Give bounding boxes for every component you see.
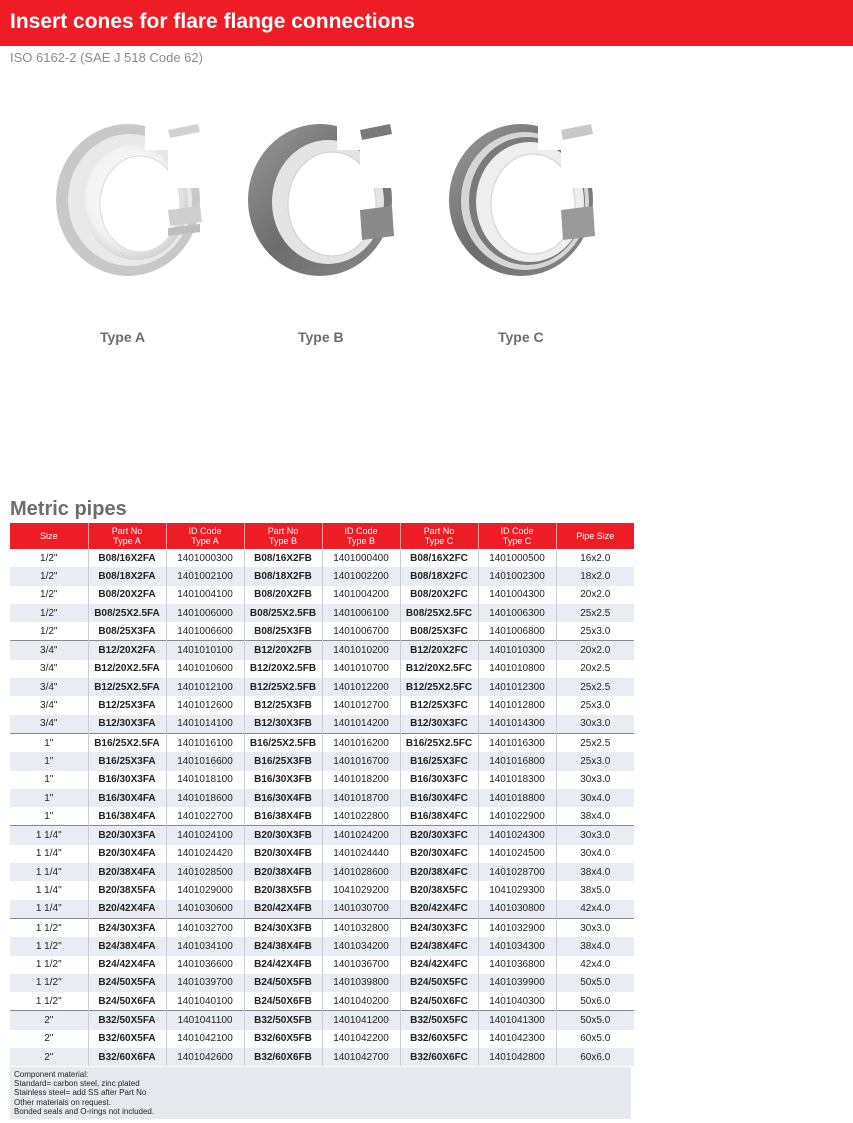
table-row [10,660,634,678]
cell-size: 3/4" [10,641,88,660]
cell-id-code-type-b: 1401039800 [322,974,400,992]
cell-part-no-type-b: B16/30X4FB [244,789,322,807]
cell-id-code-type-a: 1401030600 [166,900,244,919]
cell-part-no-type-c: B32/60X5FC [400,1030,478,1048]
cell-part-no-type-a: B08/16X2FA [88,549,166,567]
cell-part-no-type-b: B20/30X3FB [244,826,322,845]
cell-id-code-type-c: 1401036800 [478,956,556,974]
cell-pipe-size: 50x6.0 [556,992,634,1011]
cell-part-no-type-b: B08/18X2FB [244,567,322,585]
insert-cone-type-b-icon [242,110,402,280]
table-row [10,1011,634,1030]
insert-cone-type-a-icon [50,110,210,280]
cell-part-no-type-b: B20/38X5FB [244,881,322,899]
cell-id-code-type-b: 1401016200 [322,733,400,752]
cell-part-no-type-b: B32/60X6FB [244,1048,322,1066]
cell-size: 1/2" [10,567,88,585]
cell-id-code-type-b: 1401004200 [322,586,400,604]
cell-id-code-type-b: 1401034200 [322,937,400,955]
insert-cone-type-c-image [443,110,603,280]
cell-pipe-size: 42x4.0 [556,956,634,974]
metric-pipes-table [10,523,634,1066]
cell-id-code-type-b: 1401006700 [322,622,400,641]
cell-part-no-type-a: B32/60X6FA [88,1048,166,1066]
title-bar [0,0,853,46]
cell-pipe-size: 25x2.5 [556,733,634,752]
cell-pipe-size: 30x4.0 [556,845,634,863]
cell-part-no-type-c: B08/20X2FC [400,586,478,604]
cell-id-code-type-c: 1401022900 [478,807,556,826]
cell-id-code-type-b: 1401024200 [322,826,400,845]
table-row [10,937,634,955]
cell-id-code-type-b: 1401024440 [322,845,400,863]
cell-id-code-type-a: 1401024100 [166,826,244,845]
cell-part-no-type-a: B08/20X2FA [88,586,166,604]
table-row [10,918,634,937]
cell-part-no-type-a: B32/60X5FA [88,1030,166,1048]
cell-part-no-type-b: B24/42X4FB [244,956,322,974]
cell-part-no-type-c: B16/25X3FC [400,752,478,770]
cell-size: 1/2" [10,604,88,622]
cell-id-code-type-a: 1401002100 [166,567,244,585]
cell-part-no-type-b: B24/30X3FB [244,918,322,937]
cell-id-code-type-a: 1401034100 [166,937,244,955]
cell-id-code-type-b: 1401002200 [322,567,400,585]
cell-pipe-size: 30x3.0 [556,771,634,789]
cell-part-no-type-a: B20/42X4FA [88,900,166,919]
cell-part-no-type-b: B08/25X2.5FB [244,604,322,622]
cell-id-code-type-c: 1401016800 [478,752,556,770]
cell-size: 1 1/4" [10,826,88,845]
header-id-code-type-a: ID Code Type A [166,523,244,549]
cell-part-no-type-b: B12/25X2.5FB [244,678,322,696]
table-row [10,992,634,1011]
cell-part-no-type-c: B12/25X2.5FC [400,678,478,696]
table-row [10,1030,634,1048]
cell-id-code-type-b: 1401000400 [322,549,400,567]
cell-id-code-type-c: 1401002300 [478,567,556,585]
cell-id-code-type-c: 1401024300 [478,826,556,845]
cell-part-no-type-a: B16/30X3FA [88,771,166,789]
cell-part-no-type-c: B24/50X5FC [400,974,478,992]
cell-id-code-type-c: 1401000500 [478,549,556,567]
cell-id-code-type-a: 1401039700 [166,974,244,992]
table-row [10,845,634,863]
cell-pipe-size: 60x5.0 [556,1030,634,1048]
cell-id-code-type-a: 1401012600 [166,696,244,714]
cell-pipe-size: 25x2.5 [556,678,634,696]
cell-part-no-type-c: B24/30X3FC [400,918,478,937]
cell-id-code-type-a: 1401000300 [166,549,244,567]
table-row [10,604,634,622]
cell-pipe-size: 60x6.0 [556,1048,634,1066]
cell-part-no-type-c: B12/20X2FC [400,641,478,660]
cell-part-no-type-a: B20/30X4FA [88,845,166,863]
footnote-line: Standard= carbon steel, zinc plated [14,1079,140,1089]
cell-id-code-type-a: 1401036600 [166,956,244,974]
cell-id-code-type-a: 1401016100 [166,733,244,752]
footnote-line: Stainless steel= add SS after Part No [14,1088,147,1098]
table-row [10,678,634,696]
type-c-label: Type C [498,329,544,345]
cell-pipe-size: 38x4.0 [556,863,634,881]
cell-id-code-type-b: 1401041200 [322,1011,400,1030]
cell-id-code-type-a: 1401032700 [166,918,244,937]
cell-pipe-size: 20x2.5 [556,660,634,678]
cell-size: 1" [10,752,88,770]
cell-id-code-type-c: 1401014300 [478,715,556,734]
cell-part-no-type-c: B16/38X4FC [400,807,478,826]
header-part-no-type-c: Part No Type C [400,523,478,549]
cell-id-code-type-a: 1401016600 [166,752,244,770]
cell-part-no-type-c: B16/25X2.5FC [400,733,478,752]
cell-size: 1 1/2" [10,937,88,955]
cell-part-no-type-c: B08/25X3FC [400,622,478,641]
cell-id-code-type-b: 1401036700 [322,956,400,974]
cell-part-no-type-a: B12/30X3FA [88,715,166,734]
table-header-row [10,523,634,549]
cell-size: 1/2" [10,586,88,604]
cell-id-code-type-a: 1401004100 [166,586,244,604]
cell-id-code-type-b: 1401022800 [322,807,400,826]
cell-pipe-size: 30x3.0 [556,715,634,734]
cell-id-code-type-b: 1401030700 [322,900,400,919]
cell-size: 1" [10,733,88,752]
table-row [10,900,634,919]
cell-id-code-type-b: 1401014200 [322,715,400,734]
cell-id-code-type-b: 1401032800 [322,918,400,937]
cell-id-code-type-c: 1401018300 [478,771,556,789]
cell-id-code-type-a: 1401040100 [166,992,244,1011]
cell-id-code-type-a: 1401012100 [166,678,244,696]
cell-part-no-type-a: B08/25X3FA [88,622,166,641]
cell-part-no-type-c: B20/38X4FC [400,863,478,881]
cell-part-no-type-b: B32/50X5FB [244,1011,322,1030]
cell-pipe-size: 25x3.0 [556,696,634,714]
cell-part-no-type-a: B24/50X5FA [88,974,166,992]
cell-id-code-type-b: 1401040200 [322,992,400,1011]
cell-pipe-size: 38x5.0 [556,881,634,899]
cell-id-code-type-c: 1401004300 [478,586,556,604]
cell-size: 1 1/2" [10,956,88,974]
insert-cone-type-a-image [50,110,210,280]
cell-part-no-type-b: B16/25X2.5FB [244,733,322,752]
cell-part-no-type-c: B12/25X3FC [400,696,478,714]
standard-subtitle: ISO 6162-2 (SAE J 518 Code 62) [10,50,203,65]
cell-part-no-type-c: B08/16X2FC [400,549,478,567]
cell-pipe-size: 18x2.0 [556,567,634,585]
cell-id-code-type-b: 1401012700 [322,696,400,714]
cell-pipe-size: 25x3.0 [556,752,634,770]
type-b-label: Type B [298,329,344,345]
cell-id-code-type-a: 1401041100 [166,1011,244,1030]
cell-pipe-size: 30x4.0 [556,789,634,807]
cell-part-no-type-c: B20/42X4FC [400,900,478,919]
cell-id-code-type-c: 1401012300 [478,678,556,696]
footnote-line: Component material: [14,1070,89,1079]
cell-part-no-type-a: B08/18X2FA [88,567,166,585]
cell-pipe-size: 20x2.0 [556,641,634,660]
cell-id-code-type-b: 1401028600 [322,863,400,881]
cell-size: 1 1/2" [10,918,88,937]
cell-size: 2" [10,1048,88,1066]
cell-size: 3/4" [10,696,88,714]
material-footnote [10,1067,631,1119]
cell-id-code-type-c: 1401016300 [478,733,556,752]
cell-pipe-size: 30x3.0 [556,918,634,937]
cell-size: 2" [10,1011,88,1030]
cell-size: 2" [10,1030,88,1048]
header-pipe-size: Pipe Size [556,523,634,549]
cell-part-no-type-b: B12/20X2.5FB [244,660,322,678]
cell-part-no-type-a: B32/50X5FA [88,1011,166,1030]
cell-id-code-type-a: 1401028500 [166,863,244,881]
table-row [10,567,634,585]
cell-pipe-size: 42x4.0 [556,900,634,919]
cell-part-no-type-b: B08/16X2FB [244,549,322,567]
cell-id-code-type-a: 1401029000 [166,881,244,899]
cell-pipe-size: 16x2.0 [556,549,634,567]
table-row [10,881,634,899]
cell-pipe-size: 25x3.0 [556,622,634,641]
cell-part-no-type-c: B16/30X3FC [400,771,478,789]
table-row [10,622,634,641]
cell-size: 1/2" [10,622,88,641]
cell-size: 3/4" [10,660,88,678]
cell-id-code-type-b: 1401010200 [322,641,400,660]
cell-part-no-type-a: B20/38X4FA [88,863,166,881]
cell-id-code-type-a: 1401006000 [166,604,244,622]
cell-id-code-type-c: 1401010800 [478,660,556,678]
cell-id-code-type-b: 1401006100 [322,604,400,622]
cell-id-code-type-c: 1401012800 [478,696,556,714]
footnote-line: Other materials on request. [14,1097,111,1107]
table-row [10,826,634,845]
table-row [10,1048,634,1066]
cell-part-no-type-b: B24/50X6FB [244,992,322,1011]
cell-part-no-type-c: B20/38X5FC [400,881,478,899]
cell-part-no-type-a: B24/38X4FA [88,937,166,955]
cell-size: 1 1/4" [10,845,88,863]
table-row [10,956,634,974]
cell-part-no-type-c: B32/50X5FC [400,1011,478,1030]
cell-id-code-type-b: 1401012200 [322,678,400,696]
cell-id-code-type-c: 1401006300 [478,604,556,622]
cell-part-no-type-b: B20/30X4FB [244,845,322,863]
cell-id-code-type-b: 1401016700 [322,752,400,770]
cell-part-no-type-b: B08/25X3FB [244,622,322,641]
cell-part-no-type-b: B12/20X2FB [244,641,322,660]
header-id-code-type-b: ID Code Type B [322,523,400,549]
cell-id-code-type-c: 1401039900 [478,974,556,992]
cell-size: 1/2" [10,549,88,567]
cell-part-no-type-c: B08/18X2FC [400,567,478,585]
cell-part-no-type-c: B24/42X4FC [400,956,478,974]
cell-id-code-type-a: 1401010100 [166,641,244,660]
cell-size: 1 1/2" [10,992,88,1011]
cell-part-no-type-c: B24/50X6FC [400,992,478,1011]
cell-size: 1 1/4" [10,863,88,881]
table-row [10,807,634,826]
table-row [10,974,634,992]
cell-part-no-type-b: B16/30X3FB [244,771,322,789]
cell-part-no-type-a: B24/42X4FA [88,956,166,974]
cell-id-code-type-a: 1401018100 [166,771,244,789]
type-a-label: Type A [100,329,146,345]
cell-id-code-type-c: 1401010300 [478,641,556,660]
table-row [10,715,634,734]
cell-id-code-type-a: 1401024420 [166,845,244,863]
table-row [10,771,634,789]
cell-id-code-type-c: 1401032900 [478,918,556,937]
cell-id-code-type-c: 1401006800 [478,622,556,641]
table-body [10,549,634,1066]
cell-id-code-type-c: 1401042800 [478,1048,556,1066]
cell-part-no-type-c: B32/60X6FC [400,1048,478,1066]
cell-id-code-type-c: 1401024500 [478,845,556,863]
header-id-code-type-c: ID Code Type C [478,523,556,549]
cell-pipe-size: 38x4.0 [556,937,634,955]
cell-id-code-type-a: 1401018600 [166,789,244,807]
cell-pipe-size: 38x4.0 [556,807,634,826]
cell-part-no-type-a: B08/25X2.5FA [88,604,166,622]
section-heading: Metric pipes [10,498,127,520]
cell-id-code-type-c: 1401042300 [478,1030,556,1048]
cell-size: 3/4" [10,715,88,734]
cell-part-no-type-b: B16/38X4FB [244,807,322,826]
table-row [10,549,634,567]
cell-part-no-type-b: B20/38X4FB [244,863,322,881]
header-part-no-type-b: Part No Type B [244,523,322,549]
cell-part-no-type-b: B32/60X5FB [244,1030,322,1048]
header-part-no-type-a: Part No Type A [88,523,166,549]
cell-id-code-type-c: 1401028700 [478,863,556,881]
cell-pipe-size: 20x2.0 [556,586,634,604]
table-row [10,586,634,604]
cell-part-no-type-c: B24/38X4FC [400,937,478,955]
table-row [10,641,634,660]
cell-part-no-type-b: B24/38X4FB [244,937,322,955]
cell-id-code-type-a: 1401042600 [166,1048,244,1066]
cell-part-no-type-b: B16/25X3FB [244,752,322,770]
cell-id-code-type-b: 1401018700 [322,789,400,807]
table-row [10,863,634,881]
cell-part-no-type-b: B12/30X3FB [244,715,322,734]
cell-id-code-type-a: 1401010600 [166,660,244,678]
cell-part-no-type-c: B12/30X3FC [400,715,478,734]
cell-part-no-type-a: B12/25X3FA [88,696,166,714]
cell-id-code-type-a: 1401014100 [166,715,244,734]
page-title: Insert cones for flare flange connections [10,10,415,33]
cell-size: 1 1/4" [10,881,88,899]
cell-size: 3/4" [10,678,88,696]
cell-part-no-type-a: B16/25X2.5FA [88,733,166,752]
cell-part-no-type-a: B20/30X3FA [88,826,166,845]
cell-part-no-type-a: B20/38X5FA [88,881,166,899]
cell-id-code-type-b: 1401018200 [322,771,400,789]
cell-part-no-type-a: B16/25X3FA [88,752,166,770]
cell-id-code-type-a: 1401042100 [166,1030,244,1048]
table-row [10,696,634,714]
cell-part-no-type-b: B24/50X5FB [244,974,322,992]
cell-part-no-type-b: B20/42X4FB [244,900,322,919]
cell-size: 1" [10,807,88,826]
cell-id-code-type-c: 1401041300 [478,1011,556,1030]
table-row [10,752,634,770]
cell-pipe-size: 30x3.0 [556,826,634,845]
cell-pipe-size: 25x2.5 [556,604,634,622]
cell-id-code-type-a: 1401022700 [166,807,244,826]
cell-part-no-type-a: B24/30X3FA [88,918,166,937]
cell-part-no-type-a: B12/20X2FA [88,641,166,660]
cell-id-code-type-b: 1041029200 [322,881,400,899]
cell-part-no-type-b: B08/20X2FB [244,586,322,604]
cell-id-code-type-c: 1401034300 [478,937,556,955]
cell-pipe-size: 50x5.0 [556,1011,634,1030]
header-size: Size [10,523,88,549]
table-row [10,789,634,807]
cell-size: 1 1/2" [10,974,88,992]
cell-part-no-type-c: B12/20X2.5FC [400,660,478,678]
cell-id-code-type-c: 1401030800 [478,900,556,919]
cell-part-no-type-a: B16/38X4FA [88,807,166,826]
cell-part-no-type-a: B12/25X2.5FA [88,678,166,696]
cell-size: 1 1/4" [10,900,88,919]
cell-part-no-type-a: B24/50X6FA [88,992,166,1011]
cell-part-no-type-a: B12/20X2.5FA [88,660,166,678]
cell-part-no-type-a: B16/30X4FA [88,789,166,807]
footnote-line: Bonded seals and O-rings not included. [14,1106,155,1116]
cell-pipe-size: 50x5.0 [556,974,634,992]
cell-id-code-type-b: 1401010700 [322,660,400,678]
table-row [10,733,634,752]
cell-part-no-type-c: B20/30X3FC [400,826,478,845]
cell-id-code-type-c: 1041029300 [478,881,556,899]
cell-id-code-type-c: 1401040300 [478,992,556,1011]
cell-part-no-type-b: B12/25X3FB [244,696,322,714]
cell-id-code-type-b: 1401042200 [322,1030,400,1048]
insert-cone-type-c-icon [443,110,603,280]
cell-size: 1" [10,789,88,807]
insert-cone-type-b-image [242,110,402,280]
cell-part-no-type-c: B20/30X4FC [400,845,478,863]
cell-id-code-type-c: 1401018800 [478,789,556,807]
cell-part-no-type-c: B08/25X2.5FC [400,604,478,622]
cell-part-no-type-c: B16/30X4FC [400,789,478,807]
cell-id-code-type-b: 1401042700 [322,1048,400,1066]
cell-size: 1" [10,771,88,789]
cell-id-code-type-a: 1401006600 [166,622,244,641]
